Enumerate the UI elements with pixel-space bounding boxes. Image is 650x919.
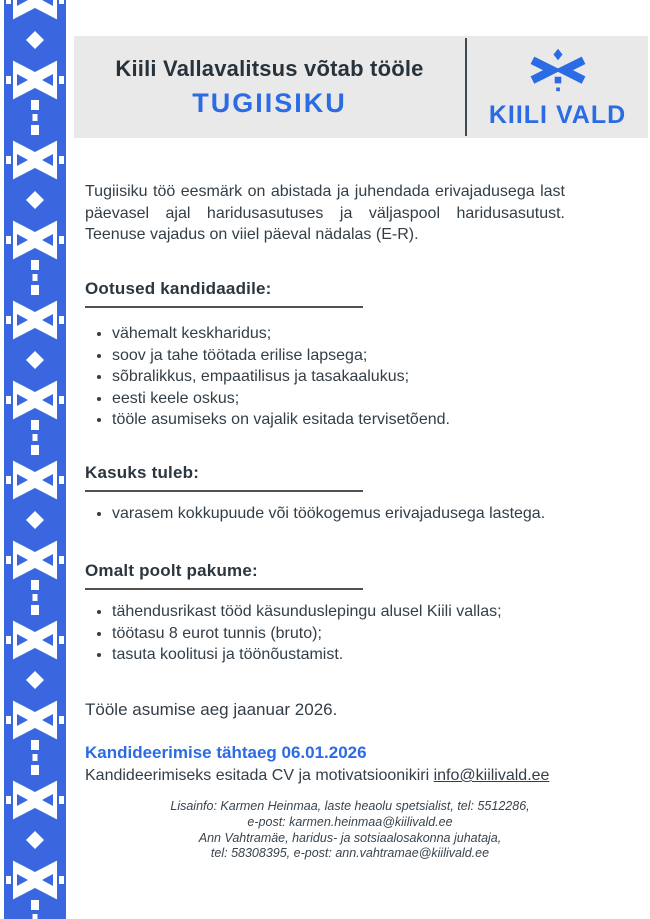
start-date-line: Tööle asumise aeg jaanuar 2026. [85,700,338,719]
intro-paragraph: Tugiisiku töö eesmärk on abistada ja juhendada erivajadusega last päevasel ajal haridusasutuses ja väljaspool haridusasutust. Teenuse vajadus on viiel päeval nädalas (E-R). [85,183,565,243]
list-item: • varasem kokkupuude või töökogemus erivajadusega lastega. [112,503,650,525]
section-heading-expectations: Ootused kandidaadile: [85,279,363,308]
contact-line: tel: 58308395, e-post: ann.vahtramae@kiilivald.ee [210,846,490,861]
section-heading-advantages: Kasuks tuleb: [85,463,363,492]
expectations-list [85,323,650,431]
offer-list [85,601,650,666]
apply-text: Kandideerimiseks esitada CV ja motivatsioonikiri [85,767,434,784]
logo-text: KIILI VALD [488,101,627,129]
header-banner [74,36,648,138]
contact-line: e-post: karmen.heinmaa@kiilivald.ee [247,814,453,829]
folk-pattern-border [0,0,70,919]
dragonfly-icon [525,44,591,98]
list-item: • tähendusrikast tööd käsunduslepingu alusel Kiili vallas; [112,601,650,623]
job-position-title: TUGIISIKU [192,87,347,118]
contact-info [85,799,615,862]
list-item: • tööle asumiseks on vajalik esitada tervisetõend. [112,409,650,431]
list-item: • töötasu 8 eurot tunnis (bruto); [112,623,650,645]
employer-title: Kiili Vallavalitsus võtab tööle [115,55,424,81]
apply-instruction [85,767,549,785]
list-item: • soov ja tahe töötada erilise lapsega; [112,345,650,367]
section-heading-offer: Omalt poolt pakume: [85,561,363,590]
list-item: • tasuta koolitusi ja töönõustamist. [112,644,650,666]
advantages-list [85,503,650,525]
application-deadline: Kandideerimise tähtaeg 06.01.2026 [85,743,367,762]
contact-line: Lisainfo: Karmen Heinmaa, laste heaolu spetsialist, tel: 5512286, [170,799,530,813]
list-item: • vähemalt keskharidus; [112,323,650,345]
list-item: • sõbralikkus, empaatilisus ja tasakaalukus; [112,366,650,388]
header-title-block [74,36,465,138]
municipality-logo [467,36,648,138]
application-email-link[interactable]: info@kiilivald.ee [433,767,550,784]
list-item: • eesti keele oskus; [112,388,650,410]
contact-line: Ann Vahtramäe, haridus- ja sotsiaalosakonna juhataja, [198,830,502,845]
